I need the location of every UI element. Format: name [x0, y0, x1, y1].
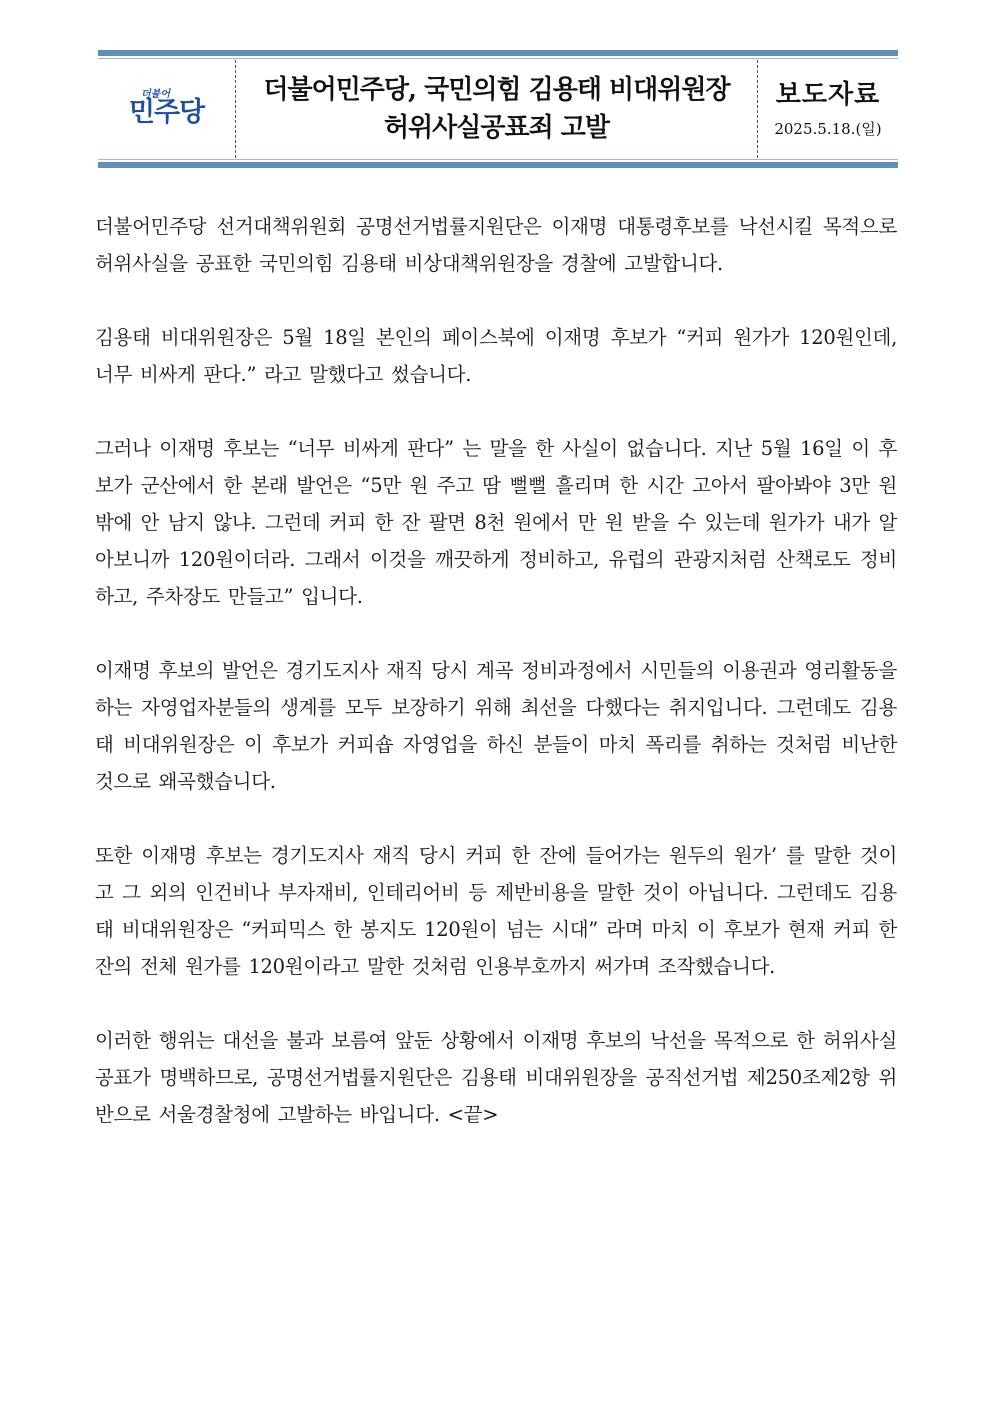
paragraph: 더불어민주당 선거대책위원회 공명선거법률지원단은 이재명 대통령후보를 낙선시킬 목적으로 허위사실을 공표한 국민의힘 김용태 비상대책위원장을 경찰에 고발합니다. [95, 215, 897, 275]
party-logo [98, 60, 235, 158]
title-line-1: 더불어민주당, 국민의힘 김용태 비대위원장 [263, 75, 730, 105]
paragraph: 그러나 이재명 후보는 “너무 비싸게 판다” 는 말을 한 사실이 없습니다. 지난 5월 16일 이 후보가 군산에서 한 본래 발언은 “5만 원 주고 땀 뻘뻘 흘리며 한 시간 고아서 팔아봐야 3만 원 밖에 안 남지 않냐. 그런데 커피 한 잔 팔면 8천 원에서 만 원 받을 수 있는데 원가가 내가 알아보니까 120원이더라. 그래서 이것을 깨끗하게 정비하고, 유럽의 관광지처럼 산책로도 정비하고, 주차장도 만들고” 입니다. [95, 437, 897, 608]
paragraph: 이러한 행위는 대선을 불과 보름여 앞둔 상황에서 이재명 후보의 낙선을 목적으로 한 허위사실공표가 명백하므로, 공명선거법률지원단은 김용태 비대위원장을 공직선거법 제250조제2항 위반으로 서울경찰청에 고발하는 바입니다. <끝> [95, 1029, 897, 1126]
logo-main-text: 민주당 [128, 97, 205, 128]
header-bottom-rule [98, 162, 898, 168]
release-date: 2025.5.18.(일) [774, 120, 882, 138]
press-release-header [98, 50, 898, 170]
logo-small-text: 더불어 [141, 89, 170, 100]
header-top-rule [98, 50, 898, 56]
paragraph: 김용태 비대위원장은 5월 18일 본인의 페이스북에 이재명 후보가 “커피 원가가 120원인데, 너무 비싸게 판다.” 라고 말했다고 썼습니다. [95, 326, 897, 386]
doc-type-label: 보도자료 [775, 80, 881, 110]
title-line-2: 허위사실공표죄 고발 [383, 113, 610, 143]
header-bottom-thin-rule [98, 159, 898, 160]
document-body [95, 208, 897, 1170]
press-release-box [758, 60, 898, 158]
document-title [236, 60, 757, 158]
paragraph: 또한 이재명 후보는 경기도지사 재직 당시 커피 한 잔에 들어가는 원두의 원가’ 를 말한 것이고 그 외의 인건비나 부자재비, 인테리어비 등 제반비용을 말한 것이 아닙니다. 그런데도 김용태 비대위원장은 “커피믹스 한 봉지도 120원이 넘는 시대” 라며 마치 이 후보가 현재 커피 한 잔의 전체 원가를 120원이라고 말한 것처럼 인용부호까지 써가며 조작했습니다. [95, 844, 897, 978]
header-top-thin-rule [98, 58, 898, 59]
paragraph: 이재명 후보의 발언은 경기도지사 재직 당시 계곡 정비과정에서 시민들의 이용권과 영리활동을 하는 자영업자분들의 생계를 모두 보장하기 위해 최선을 다했다는 취지입니다. 그런데도 김용태 비대위원장은 이 후보가 커피숍 자영업을 하신 분들이 마치 폭리를 취하는 것처럼 비난한 것으로 왜곡했습니다. [95, 659, 897, 793]
